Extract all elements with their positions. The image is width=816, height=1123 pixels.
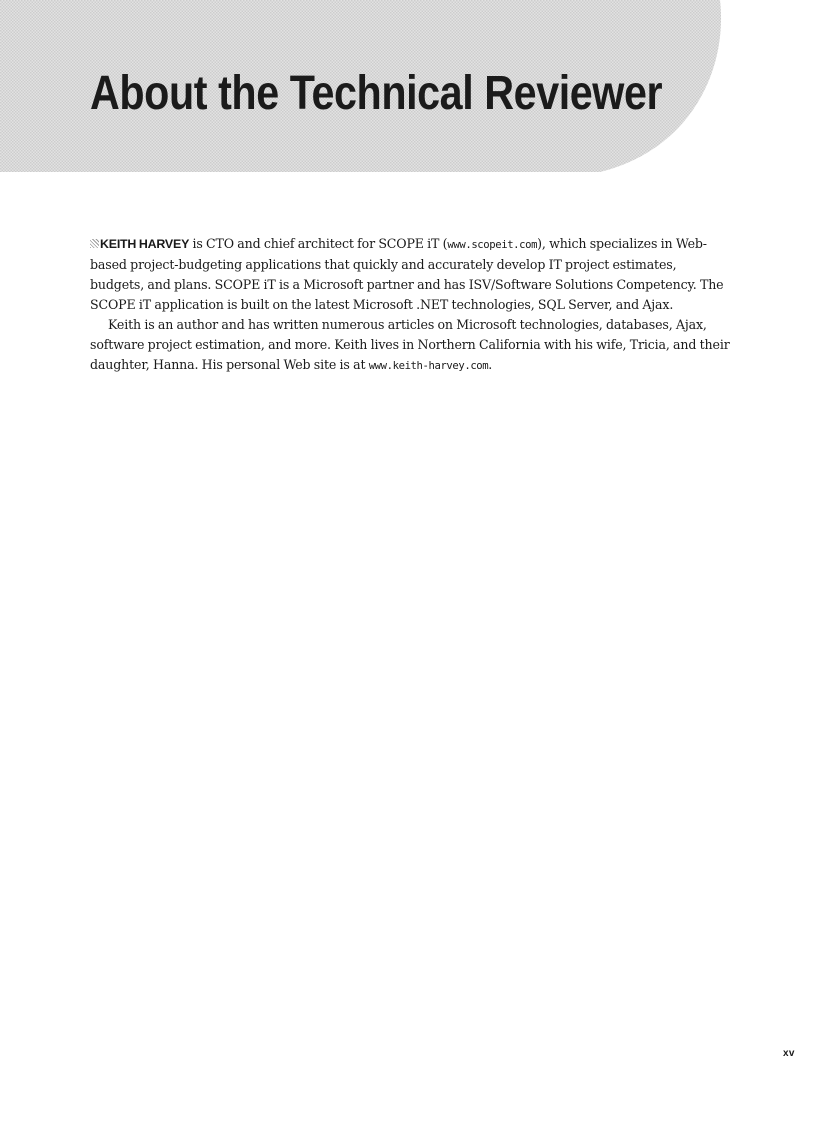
chapter-title: About the Technical Reviewer bbox=[90, 67, 663, 120]
bio-paragraph-1 bbox=[90, 234, 730, 315]
bio-paragraph-2 bbox=[90, 315, 730, 376]
bio-text: Keith is an author and has written numerous articles on Microsoft technologies, databases, Ajax, software project estimation, and more. Keith lives in Northern California with his wife, Tricia, and their daughter, Hanna. His personal Web site is at bbox=[90, 317, 730, 372]
bio-text: is CTO and chief architect for SCOPE iT ( bbox=[189, 236, 448, 251]
bio-text: . bbox=[488, 357, 493, 372]
section-marker-icon bbox=[90, 239, 99, 248]
company-url: www.scopeit.com bbox=[447, 239, 538, 251]
personal-url: www.keith-harvey.com bbox=[368, 360, 489, 372]
page-number: xv bbox=[783, 1048, 795, 1059]
bio-body bbox=[90, 234, 730, 376]
reviewer-name: KEITH HARVEY bbox=[100, 237, 190, 251]
bio-text: ), which specializes in Web-based project-budgeting applications that quickly and accurately develop IT project estimates, budgets, and plans. SCOPE iT is a Microsoft partner and has ISV/Software Solutions Competency. The SCOPE iT application is built on the latest Microsoft .NET technologies, SQL Server, and Ajax. bbox=[90, 236, 724, 312]
